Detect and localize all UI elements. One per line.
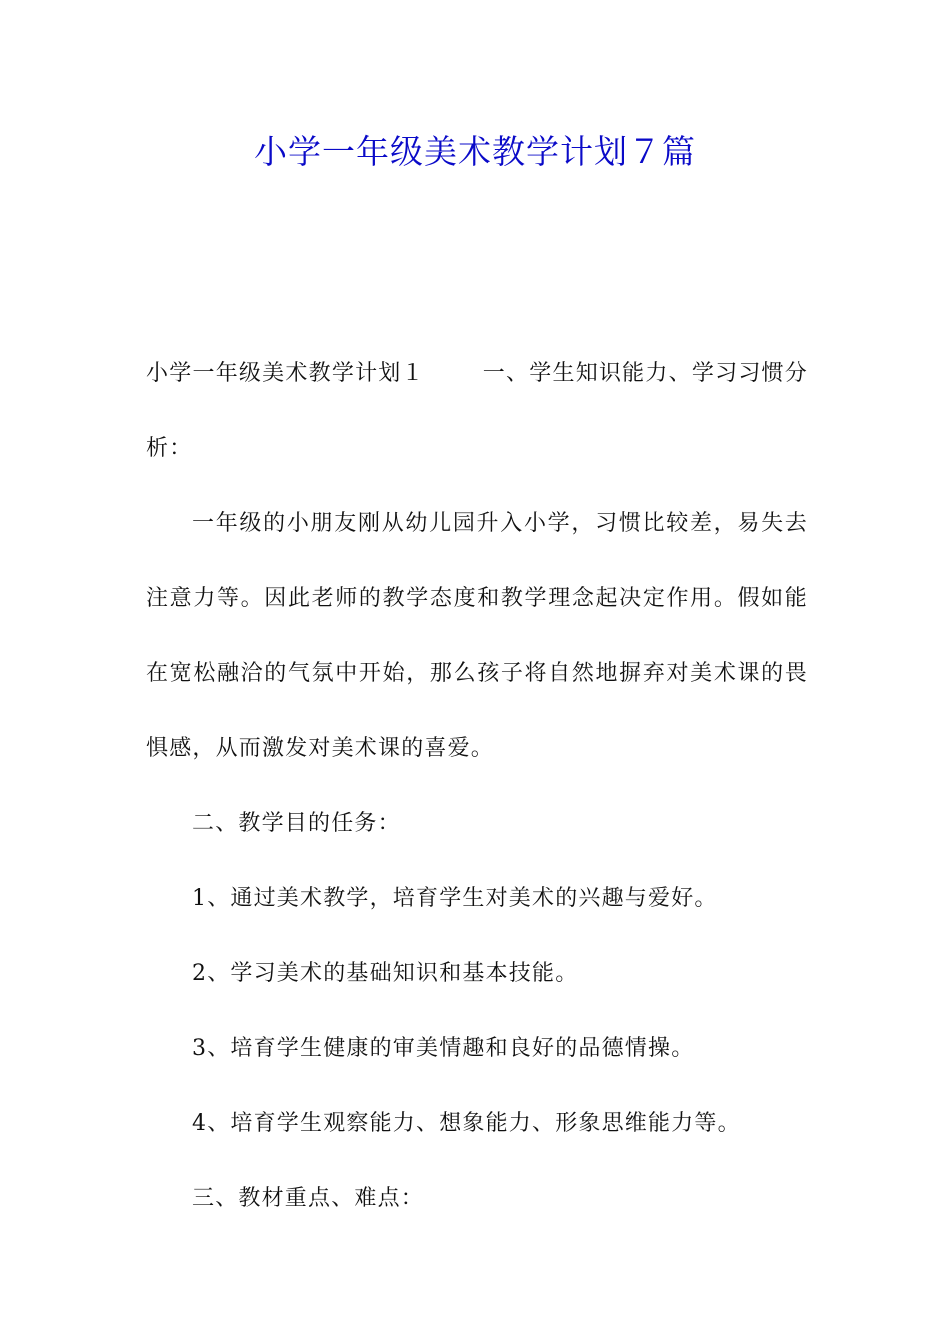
list-item: 4、培育学生观察能力、想象能力、形象思维能力等。 xyxy=(192,1111,741,1136)
paragraph-analysis: 一年级的小朋友刚从幼儿园升入小学，习惯比较差，易失去注意力等。因此老师的教学态度和教学理念起决定作用。假如能在宽松融洽的气氛中开始，那么孩子将自然地摒弃对美术课的畏惧感，从而激发对美术课的喜爱。 xyxy=(146,511,808,761)
paragraph-intro xyxy=(146,336,808,486)
document-title: 小学一年级美术教学计划７篇 xyxy=(254,132,696,171)
section-three-heading: 三、教材重点、难点： xyxy=(192,1186,425,1211)
list-item: 3、培育学生健康的审美情趣和良好的品德情操。 xyxy=(192,1036,695,1061)
list-item: 1、通过美术教学，培育学生对美术的兴趣与爱好。 xyxy=(192,886,718,911)
section-one-heading: 一、学生知识能力、学习习惯分析： xyxy=(146,361,808,461)
list-item: 2、学习美术的基础知识和基本技能。 xyxy=(192,961,579,986)
document-body xyxy=(146,336,808,1236)
section-two-heading: 二、教学目的任务： xyxy=(192,811,401,836)
plan-heading: 小学一年级美术教学计划１ xyxy=(146,361,425,386)
